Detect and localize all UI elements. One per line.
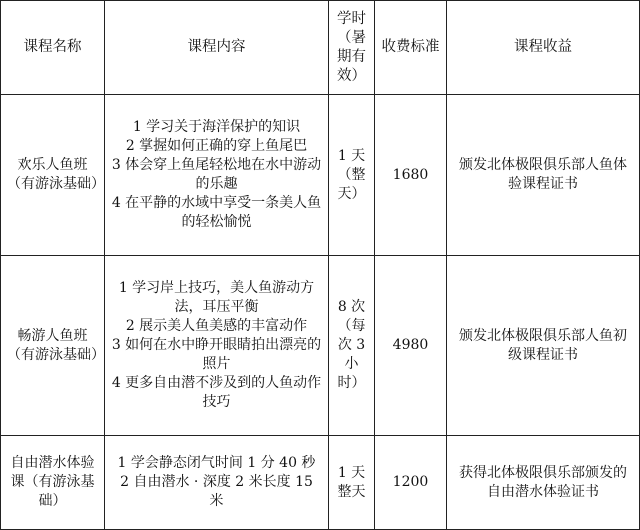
course-benefit: 颁发北体极限俱乐部人鱼初级课程证书 (447, 256, 640, 436)
course-benefit: 颁发北体极限俱乐部人鱼体验课程证书 (447, 95, 640, 256)
course-fee: 1680 (375, 95, 447, 256)
content-item: 2 展示美人鱼美感的丰富动作 (125, 318, 308, 334)
course-fee: 1200 (375, 436, 447, 530)
table-row (1, 95, 640, 256)
course-hours: 1 天 整天 (329, 436, 375, 530)
course-hours: 1 天（整天） (329, 95, 375, 256)
content-item: 4 在平静的水域中享受一条美人鱼的轻松愉悦 (111, 195, 322, 230)
course-benefit: 获得北体极限俱乐部颁发的自由潜水体验证书 (447, 436, 640, 530)
course-name: 欢乐人鱼班（有游泳基础） (1, 95, 105, 256)
content-item: 1 学会静态闭气时间 1 分 40 秒 (117, 455, 316, 471)
course-content (105, 256, 329, 436)
table-header-row (1, 1, 640, 95)
course-hours: 8 次（每次 3 小时） (329, 256, 375, 436)
header-fee: 收费标准 (375, 1, 447, 95)
course-content (105, 95, 329, 256)
header-benefit: 课程收益 (447, 1, 640, 95)
course-fee: 4980 (375, 256, 447, 436)
table-row (1, 436, 640, 530)
table-row (1, 256, 640, 436)
header-hours: 学时（暑期有效） (329, 1, 375, 95)
content-item: 4 更多自由潜不涉及到的人鱼动作技巧 (111, 375, 322, 410)
course-name: 畅游人鱼班（有游泳基础） (1, 256, 105, 436)
content-item: 2 自由潜水 · 深度 2 米长度 15 米 (120, 474, 313, 509)
content-item: 3 体会穿上鱼尾轻松地在水中游动的乐趣 (111, 157, 322, 192)
header-course-name: 课程名称 (1, 1, 105, 95)
course-name: 自由潜水体验课（有游泳基础） (1, 436, 105, 530)
content-item: 3 如何在水中睁开眼睛拍出漂亮的照片 (111, 337, 322, 372)
header-course-content: 课程内容 (105, 1, 329, 95)
course-content (105, 436, 329, 530)
content-item: 2 掌握如何正确的穿上鱼尾巴 (125, 138, 308, 154)
content-item: 1 学习岸上技巧，美人鱼游动方法，耳压平衡 (118, 280, 315, 315)
content-item: 1 学习关于海洋保护的知识 (132, 119, 301, 135)
